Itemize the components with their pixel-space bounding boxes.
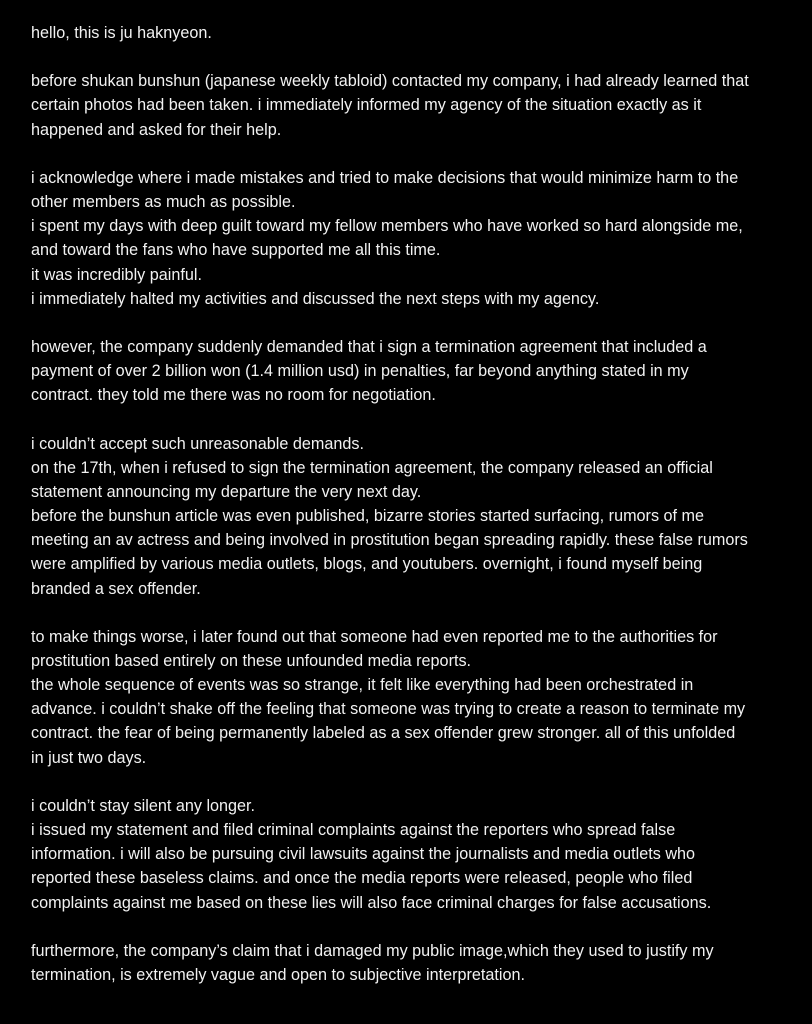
text-line: contract. the fear of being permanently labeled as a sex offender grew stronger. all of this unfolded (31, 724, 736, 743)
text-line: i immediately halted my activities and discussed the next steps with my agency. (31, 289, 600, 308)
text-line: i acknowledge where i made mistakes and tried to make decisions that would minimize harm to the (31, 168, 739, 187)
text-line: the whole sequence of events was so strange, it felt like everything had been orchestrated in (31, 676, 694, 695)
paragraph-refusal-and-rumors (31, 432, 806, 601)
text-line: i issued my statement and filed criminal complaints against the reporters who spread false (31, 821, 676, 840)
text-line: reported these baseless claims. and once the media reports were released, people who filed (31, 869, 693, 888)
text-line: however, the company suddenly demanded that i sign a termination agreement that included a (31, 337, 707, 356)
text-line: meeting an av actress and being involved in prostitution began spreading rapidly. these false rumors (31, 531, 748, 550)
text-line: hello, this is ju haknyeon. (31, 24, 212, 42)
text-line: information. i will also be pursuing civil lawsuits against the journalists and media outlets who (31, 845, 696, 864)
text-line: complaints against me based on these lies will also face criminal charges for false accusations. (31, 893, 712, 912)
text-line: i spent my days with deep guilt toward my fellow members who have worked so hard alongside me, (31, 217, 743, 236)
text-line: in just two days. (31, 748, 147, 767)
text-line: before shukan bunshun (japanese weekly tabloid) contacted my company, i had already learned that (31, 72, 749, 91)
text-line: prostitution based entirely on these unfounded media reports. (31, 651, 472, 670)
paragraph-termination-demand (31, 335, 806, 407)
paragraph-reported-to-authorities (31, 625, 806, 770)
text-line: to make things worse, i later found out that someone had even reported me to the authorities for (31, 627, 718, 646)
text-line: it was incredibly painful. (31, 265, 202, 284)
text-line: i couldn’t accept such unreasonable demands. (31, 434, 364, 453)
text-line: furthermore, the company’s claim that i damaged my public image,which they used to justify my (31, 941, 714, 960)
paragraph-greeting (31, 21, 806, 45)
text-line: on the 17th, when i refused to sign the termination agreement, the company released an official (31, 458, 713, 477)
text-line: contract. they told me there was no room for negotiation. (31, 386, 436, 405)
text-line: certain photos had been taken. i immediately informed my agency of the situation exactly as it (31, 96, 702, 115)
text-line: happened and asked for their help. (31, 120, 282, 139)
text-line: payment of over 2 billion won (1.4 million usd) in penalties, far beyond anything stated in my (31, 362, 689, 381)
text-line: and toward the fans who have supported me all this time. (31, 241, 441, 260)
paragraph-legal-action (31, 794, 806, 915)
text-line: termination, is extremely vague and open to subjective interpretation. (31, 965, 525, 984)
text-line: advance. i couldn’t shake off the feeling that someone was trying to create a reason to terminate my (31, 700, 746, 719)
text-line: before the bunshun article was even published, bizarre stories started surfacing, rumors of me (31, 507, 705, 526)
text-line: other members as much as possible. (31, 193, 296, 212)
paragraph-public-image-claim (31, 939, 806, 987)
paragraph-bunshun-contact (31, 69, 806, 141)
text-line: branded a sex offender. (31, 579, 201, 598)
text-line: i couldn’t stay silent any longer. (31, 796, 256, 815)
text-line: were amplified by various media outlets, blogs, and youtubers. overnight, i found myself being (31, 555, 703, 574)
text-line: statement announcing my departure the very next day. (31, 482, 422, 501)
paragraph-acknowledgement (31, 166, 806, 311)
statement-document (31, 21, 806, 1011)
